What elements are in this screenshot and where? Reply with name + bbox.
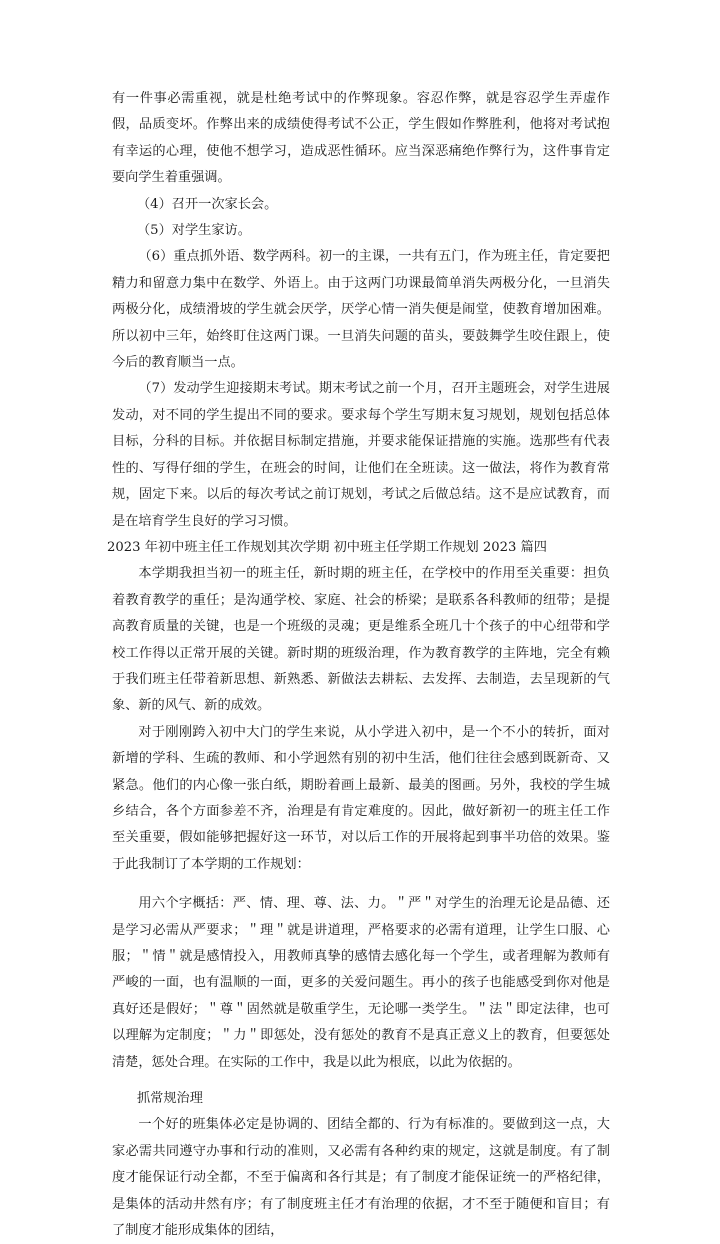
paragraph-rules: 一个好的班集体必定是协调的、团结全都的、行为有标准的。要做到这一点，大家必需共同遵守办事和行动的准则，又必需有各种约束的规定，这就是制度。有了制度才能保证行动全都，不至于偏离和各行其是；有了制度才能保证统一的严格纪律，是集体的活动井然有序；有了制度班主任才有治理的依据，才不至于随便和盲目；有了制度才能形成集体的团结，	[112, 1117, 610, 1239]
list-item-6: （6）重点抓外语、数学两科。初一的主课，一共有五门，作为班主任，肯定要把精力和留意力集中在数学、外语上。由于这两门功课最简单消失两极分化，一旦消失两极分化，成绩滑坡的学生就会厌学，厌学心情一消失便是闹堂，使教育增加困难。所以初中三年，始终盯住这两门课。一旦消失问题的苗头，要鼓舞学生咬住跟上，使今后的教育顺当一点。	[112, 249, 610, 371]
spacer	[112, 1076, 610, 1086]
list-item-4: （4）召开一次家长会。	[137, 196, 278, 212]
subheading-routine: 抓常规治理	[137, 1091, 203, 1107]
list-item-7: （7）发动学生迎接期末考试。期末考试之前一个月，召开主题班会，对学生进展发动，对不同的学生提出不同的要求。要求每个学生写期末复习规划，规划包括总体目标，分科的目标。并依据目标制定措施，并要求能保证措施的实施。选那些有代表性的、写得仔细的学生，在班会的时间，让他们在全班读。这一做法，将作为教育常规，固定下来。以后的每次考试之前订规划，考试之后做总结。这不是应试教育，而是在培育学生良好的学习习惯。	[112, 381, 610, 529]
list-item-5: （5）对学生家访。	[137, 223, 251, 239]
paragraph-six-words: 用六个字概括：严、情、理、尊、法、力。＂严＂对学生的治理无论是品德、还是学习必需从严要求；＂理＂就是讲道理，严格要求的必需有道理，让学生口服、心服；＂情＂就是感情投入，用教师真挚的感情去感化每一个学生，或者理解为教师有严峻的一面，也有温顺的一面，更多的关爱问题生。再小的孩子也能感受到你对他是真好还是假好；＂尊＂固然就是敬重学生，无论哪一类学生。＂法＂即定法律，也可以理解为定制度；＂力＂即惩处，没有惩处的教育不是真正意义上的教育，但要惩处清楚，惩处合理。在实际的工作中，我是以此为根底，以此为依据的。	[112, 896, 610, 1070]
document-page	[107, 86, 610, 1244]
spacer	[112, 878, 610, 891]
paragraph-transition: 对于刚刚跨入初中大门的学生来说，从小学进入初中，是一个不小的转折，面对新增的学科、生疏的教师、和小学迥然有别的初中生活，他们往往会感到既新奇、又紧急。他们的内心像一张白纸，期盼着画上最新、最美的图画。另外，我校的学生城乡结合，各个方面参差不齐，治理是有肯定难度的。因此，做好新初一的班主任工作至关重要，假如能够把握好这一环节，对以后工作的开展将起到事半功倍的效果。鉴于此我制订了本学期的工作规划：	[112, 724, 610, 872]
section-heading: 2023 年初中班主任工作规划其次学期 初中班主任学期工作规划 2023 篇四	[107, 539, 547, 555]
paragraph-role: 本学期我担当初一的班主任，新时期的班主任，在学校中的作用至关重要：担负着教育教学的重任；是沟通学校、家庭、社会的桥梁；是联系各科教师的纽带；是提高教育质量的关键，也是一个班级的灵魂；更是维系全班几十个孩子的中心纽带和学校工作得以正常开展的关键。新时期的班级治理，作为教育教学的主阵地，完全有赖于我们班主任带着新思想、新熟悉、新做法去耕耘、去发挥、去制造，去呈现新的气象、新的风气、新的成效。	[112, 566, 610, 714]
paragraph-cheating: 有一件事必需重视，就是杜绝考试中的作弊现象。容忍作弊，就是容忍学生弄虚作假，品质变坏。作弊出来的成绩使得考试不公正，学生假如作弊胜利，他将对考试抱有幸运的心理，使他不想学习，造成恶性循环。应当深恶痛绝作弊行为，这件事肯定要向学生着重强调。	[112, 91, 610, 186]
